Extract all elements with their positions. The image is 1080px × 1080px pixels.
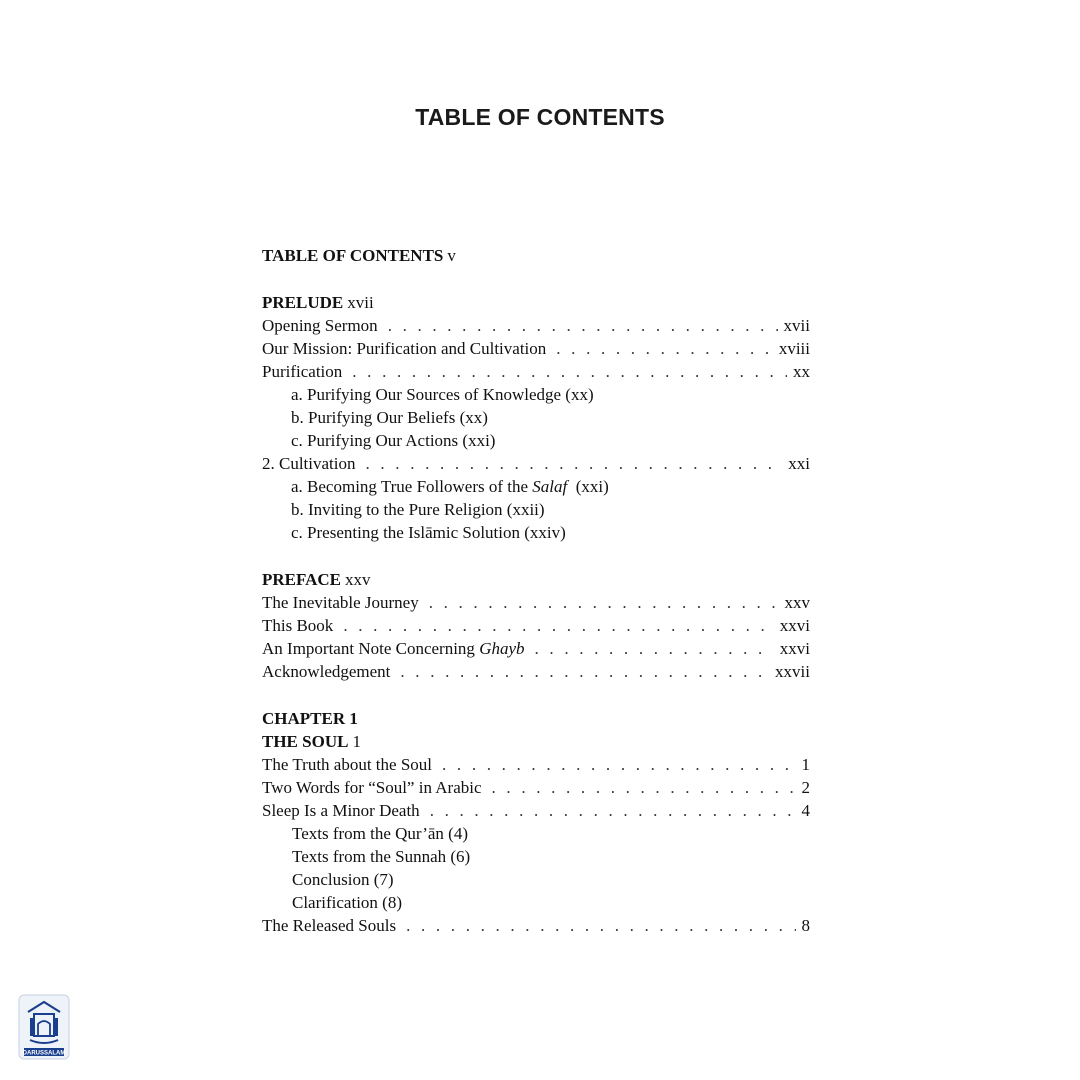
toc-subentry[interactable]: a. Purifying Our Sources of Knowledge (xx) [291,385,594,404]
darussalam-logo-icon [18,994,70,1060]
subentry-page: (xxi) [567,477,609,496]
toc-entry[interactable] [262,314,810,337]
toc-entry[interactable] [262,614,810,637]
leader-dots [429,591,779,614]
toc-entry[interactable] [262,637,810,660]
toc-subentry[interactable]: Texts from the Qur’ān (4) [292,824,468,843]
entry-page: xxvii [775,662,810,681]
section-heading-prelude[interactable] [262,291,810,314]
leader-dots [400,660,769,683]
entry-text: Purification [262,362,343,381]
leader-dots [406,914,795,937]
toc-subentry[interactable]: Clarification (8) [292,893,402,912]
leader-dots [535,637,774,660]
leader-dots [442,753,795,776]
entry-page: xxvi [779,639,810,658]
leader-dots [492,776,796,799]
section-page: xvii [347,293,374,312]
entry-text-prefix: An Important Note Concerning [262,639,480,658]
leader-dots [388,314,778,337]
toc-subentry[interactable]: Conclusion (7) [292,870,394,889]
subentry-text: a. Becoming True Followers of the [291,477,533,496]
leader-dots [352,360,787,383]
page-title: TABLE OF CONTENTS [415,104,665,130]
toc-subentry[interactable]: b. Inviting to the Pure Religion (xxii) [291,500,545,519]
entry-text: Two Words for “Soul” in Arabic [262,778,482,797]
toc-heading-contents[interactable] [262,244,810,267]
entry-page: xxv [784,593,810,612]
entry-page: xx [793,362,810,381]
entry-text: The Released Souls [262,916,397,935]
entry-text: Acknowledgement [262,662,391,681]
chapter-heading[interactable] [262,707,810,730]
leader-dots [556,337,773,360]
entry-page: xxi [788,454,810,473]
toc-entry[interactable] [262,337,810,360]
entry-page: 1 [801,755,810,774]
chapter-title[interactable] [262,730,810,753]
entry-page: 8 [801,916,810,935]
toc-heading-label: TABLE OF CONTENTS [262,246,444,265]
toc-entry[interactable] [262,660,810,683]
chapter-page: 1 [352,732,361,751]
entry-page: 2 [801,778,810,797]
section-page: xxv [345,570,371,589]
entry-text [262,637,535,660]
toc-subentry[interactable]: b. Purifying Our Beliefs (xx) [291,408,488,427]
toc-subentry[interactable]: c. Presenting the Islāmic Solution (xxiv) [291,523,566,542]
entry-page: xxvi [779,616,810,635]
entry-text: Sleep Is a Minor Death [262,801,420,820]
section-heading-preface[interactable] [262,568,810,591]
chapter-label: CHAPTER 1 [262,709,358,728]
toc-subentry[interactable]: c. Purifying Our Actions (xxi) [291,431,496,450]
entry-text: Our Mission: Purification and Cultivation [262,339,547,358]
toc-entry[interactable] [262,799,810,822]
toc-entry[interactable] [262,914,810,937]
entry-text: Opening Sermon [262,316,378,335]
svg-text:DARUSSALAM: DARUSSALAM [22,1050,66,1057]
toc-entry[interactable] [262,360,810,383]
toc-entry[interactable] [262,753,810,776]
toc-subentry[interactable] [262,475,810,498]
entry-text: This Book [262,616,334,635]
entry-text: The Truth about the Soul [262,755,433,774]
toc-entry[interactable] [262,452,810,475]
leader-dots [430,799,796,822]
leader-dots [366,452,783,475]
entry-text-italic: Ghayb [479,639,525,658]
toc-subentry[interactable]: Texts from the Sunnah (6) [292,847,471,866]
chapter-title-text: THE SOUL [262,732,349,751]
entry-text: 2. Cultivation [262,454,356,473]
entry-page: xviii [778,339,810,358]
table-of-contents [262,244,810,937]
toc-entry[interactable] [262,591,810,614]
toc-heading-page: v [447,246,456,265]
entry-text: The Inevitable Journey [262,593,419,612]
subentry-italic: Salaf [532,477,568,496]
section-label: PREFACE [262,570,342,589]
section-label: PRELUDE [262,293,344,312]
entry-page: xvii [783,316,810,335]
leader-dots [343,614,773,637]
entry-page: 4 [801,801,810,820]
toc-entry[interactable] [262,776,810,799]
